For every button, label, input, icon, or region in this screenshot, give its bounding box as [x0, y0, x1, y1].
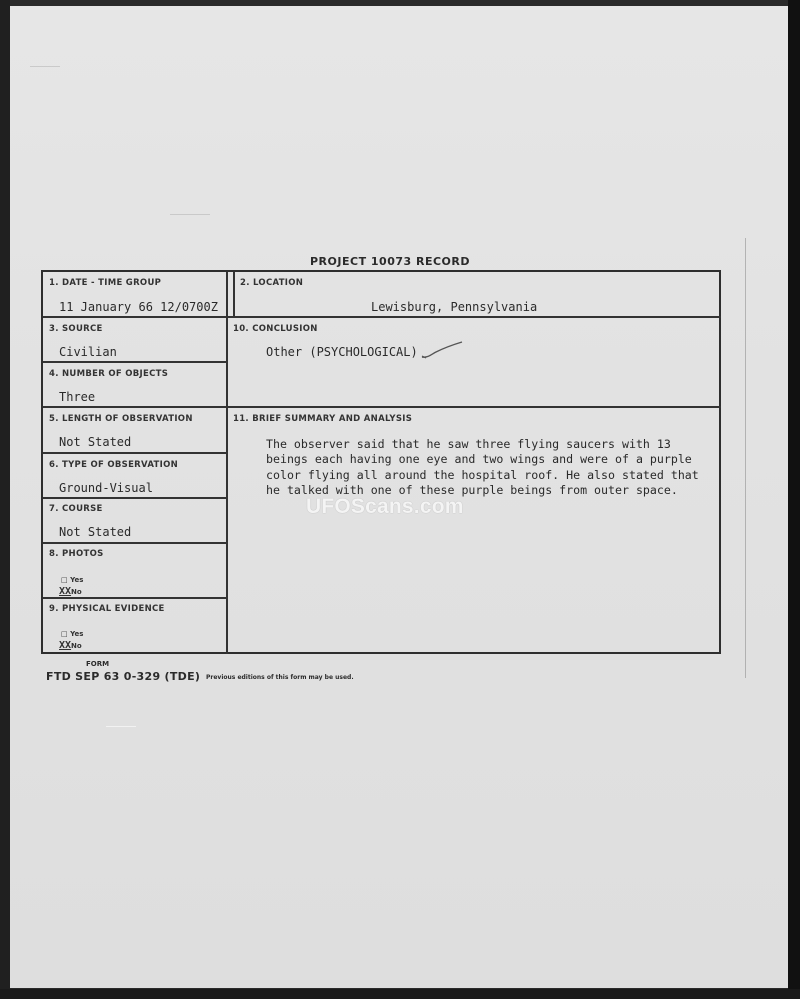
pen-stroke-icon [420, 341, 464, 361]
source-label: 3. SOURCE [49, 324, 103, 334]
photos-yes-option [61, 576, 83, 584]
row-divider [43, 497, 226, 499]
summary-line: The observer said that he saw three flying saucers with 13 [266, 437, 671, 451]
photos-label: 8. PHOTOS [49, 549, 104, 559]
row-divider [43, 597, 226, 599]
summary-line: he talked with one of these purple beings from outer space. [266, 483, 678, 498]
row-divider [43, 542, 226, 544]
watermark: UFOScans.com [306, 495, 464, 518]
source-value: Civilian [59, 345, 117, 359]
record-form [41, 270, 721, 654]
evidence-no-mark: XX [59, 640, 72, 651]
footer-note: Previous editions of this form may be used. [206, 674, 354, 681]
row-divider [43, 406, 721, 408]
photos-no-label: No [71, 588, 82, 596]
scan-edge-right [788, 0, 800, 999]
row-divider [43, 452, 226, 454]
photos-yes-label: Yes [70, 576, 84, 584]
footer-form-word: FORM [86, 660, 110, 668]
conclusion-value: Other (PSYCHOLOGICAL) [266, 345, 418, 359]
conclusion-label: 10. CONCLUSION [233, 324, 318, 334]
document-page [10, 6, 788, 988]
column-divider [226, 272, 228, 654]
course-value: Not Stated [59, 525, 132, 539]
location-value: Lewisburg, Pennsylvania [371, 300, 538, 314]
length-of-observation-value: Not Stated [59, 435, 132, 449]
number-of-objects-value: Three [59, 390, 96, 404]
scan-artifact [170, 214, 210, 215]
evidence-yes-option [61, 630, 83, 638]
physical-evidence-label: 9. PHYSICAL EVIDENCE [49, 604, 165, 614]
evidence-yes-label: Yes [70, 630, 84, 638]
location-divider [233, 272, 235, 316]
course-label: 7. COURSE [49, 504, 103, 514]
scan-edge-left [0, 0, 10, 999]
type-of-observation-label: 6. TYPE OF OBSERVATION [49, 460, 179, 470]
summary-line: color flying all around the hospital roof. He also stated that [266, 467, 699, 482]
empty-checkbox-icon: □ [61, 630, 68, 638]
type-of-observation-value: Ground-Visual [59, 481, 153, 495]
empty-checkbox-icon: □ [61, 576, 68, 584]
scan-edge-bottom [0, 989, 800, 999]
summary-label: 11. BRIEF SUMMARY AND ANALYSIS [233, 414, 413, 424]
scan-artifact [106, 726, 136, 727]
row-divider [43, 316, 721, 318]
scan-artifact [30, 66, 60, 67]
summary-line: beings each having one eye and two wings and were of a purple [266, 452, 692, 467]
location-label: 2. LOCATION [240, 278, 304, 288]
footer-form-id: FTD SEP 63 0-329 (TDE) [46, 670, 201, 683]
date-time-value: 11 January 66 12/0700Z [59, 300, 218, 314]
photos-no-mark: XX [59, 586, 72, 597]
evidence-no-label: No [71, 642, 82, 650]
date-time-label: 1. DATE - TIME GROUP [49, 278, 162, 288]
record-title: PROJECT 10073 RECORD [310, 255, 471, 268]
photos-no-option [59, 586, 82, 597]
evidence-no-option [59, 640, 82, 651]
number-of-objects-label: 4. NUMBER OF OBJECTS [49, 369, 169, 379]
summary-text [266, 437, 766, 499]
length-of-observation-label: 5. LENGTH OF OBSERVATION [49, 414, 193, 424]
row-divider [43, 361, 226, 363]
